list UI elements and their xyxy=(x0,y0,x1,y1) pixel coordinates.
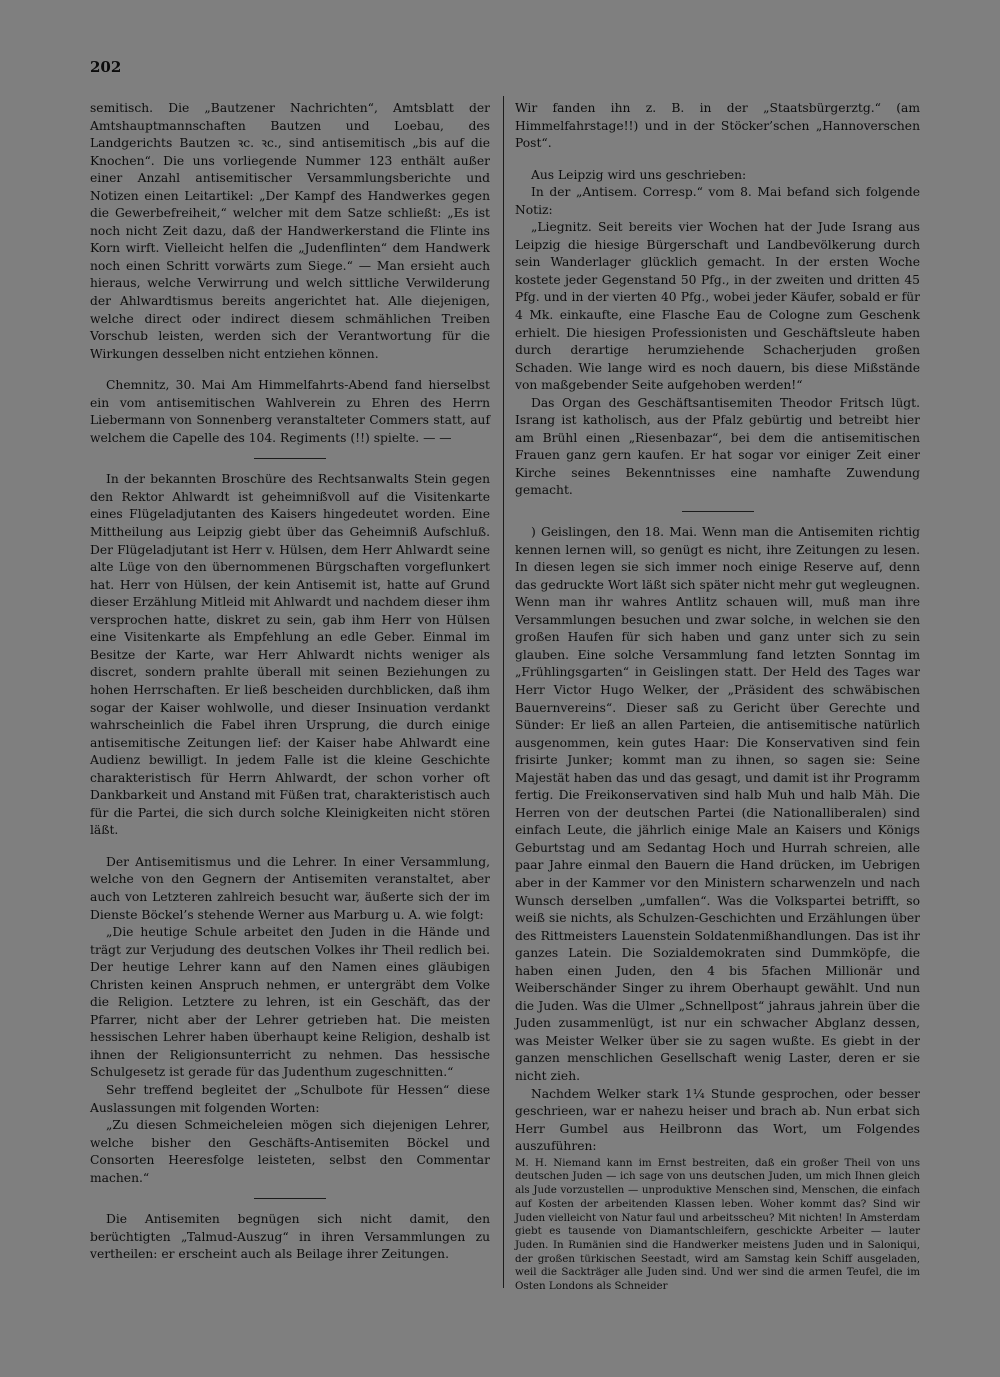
paragraph-schulbote-quote: „Zu diesen Schmeicheleien mögen sich diejenigen Lehrer, welche bisher den Geschäfts-Antisemiten Böckel und Consorten Heeresfolge leisteten, selbst den Commentar machen.“ xyxy=(90,1118,490,1185)
column-divider xyxy=(503,96,504,1288)
paragraph-gumbel-speech: M. H. Niemand kann im Ernst bestreiten, daß ein großer Theil von uns deutschen Juden — ich sage von uns deutschen Juden, um mich Ihnen gleich als Jude vorzustellen — unproduktive Menschen sind, Menschen, die einfach auf Kosten der arbeitenden Klassen leben. Woher kommt das? Sind wir Juden vielleicht von Natur faul und arbeitsscheu? Mit nichten! In Amsterdam giebt es tausende von Diamantschleifern, geschickte Arbeiter — lauter Juden. In Rumänien sind die Handwerker meistens Juden und in Saloniqui, der großen türkischen Seestadt, wird am Samstag kein Schiff ausgeladen, weil die Sackträger alle Juden sind. Und wer sind die armen Teufel, die im Osten Londons als Schneider xyxy=(515,1156,920,1293)
section-divider xyxy=(254,1198,326,1199)
paragraph-leipzig-heading: Aus Leipzig wird uns geschrieben: xyxy=(530,167,747,182)
left-column xyxy=(90,100,490,1264)
page-number: 202 xyxy=(90,58,122,76)
paragraph-staatsbuergerztg: Wir fanden ihn z. B. in der „Staatsbürgerztg.“ (am Himmelfahrstage!!) und in der Stöcker’schen „Hannoverschen Post“. xyxy=(515,101,920,151)
section-divider xyxy=(254,458,326,459)
paragraph-geislingen: ) Geislingen, den 18. Mai. Wenn man die Antisemiten richtig kennen lernen will, so genügt es nicht, ihre Zeitungen zu lesen. In diesen legen sie sich immer noch einige Reserve auf, denn das gedruckte Wort läßt sich später nicht mehr gut wegleugnen. Wenn man ihr wahres Antlitz schauen will, muß man ihre Versammlungen besuchen und zwar solche, in welchen sie den großen Haufen für sich haben und ganz unter sich zu sein glauben. Eine solche Versammlung fand letzten Sonntag im „Frühlingsgarten“ in Geislingen statt. Der Held des Tages war Herr Victor Hugo Welker, der „Präsident des schwäbischen Bauernvereins“. Dieser saß zu Gericht über Gerechte und Sünder: Er ließ an allen Parteien, die antisemitische natürlich ausgenommen, kein gutes Haar: Die Konservativen sind fein frisirte Junker; kommt man zu ihnen, so sagen sie: Seine Majestät haben das und das gesagt, und damit ist ihr Programm fertig. Die Freikonservativen sind halb Muh und halb Mäh. Die Herren von der deutschen Partei (die Nationalliberalen) sind einfach Leute, die jährlich einige Male an Kaisers und Königs Geburtstag und am Sedantag Hoch und Hurrah schreien, alle paar Jahre einmal den Bauern die Hand drücken, im Uebrigen aber in der Kammer vor den Ministern scharwenzeln und nach Wunsch derselben „umfallen“. Was die Volkspartei betrifft, so weiß sie nichts, als Schulzen-Geschichten und Erzählungen über des Rittmeisters Lauenstein Soldatenmißhandlungen. Das ist ihr ganzes Latein. Die Sozialdemokraten sind Dummköpfe, die haben einen Juden, den 4 bis 5fachen Millionär und Weiberschänder Singer zu ihrem Oberhaupt gewählt. Und nun die Juden. Was die Ulmer „Schnellpost“ jahraus jahrein über die Juden zusammenlügt, ist nur ein schwacher Abglanz dessen, was Meister Welker über sie zu sagen wußte. Es giebt in der ganzen menschlichen Gesellschaft wenig Laster, deren er sie nicht zieh. xyxy=(515,525,920,1083)
paragraph-fritsch: Das Organ des Geschäftsantisemiten Theodor Fritsch lügt. Israng ist katholisch, aus der Pfalz gebürtig und betreibt hier am Brühl einen „Riesenbazar“, bei dem die antisemitischen Frauen ganz gern kaufen. Er hat sogar vor einiger Zeit einer Kirche seines Bekenntnisses eine namhafte Zuwendung gemacht. xyxy=(515,395,920,498)
paragraph-schulbote: Sehr treffend begleitet der „Schulbote für Hessen“ diese Auslassungen mit folgenden Worten: xyxy=(90,1082,490,1115)
paragraph-werner-quote: „Die heutige Schule arbeitet den Juden in die Hände und trägt zur Verjudung des deutschen Volkes ihr Theil redlich bei. Der heutige Lehrer kann auf den Namen eines gläubigen Christen keinen Anspruch nehmen, er untergräbt dem Volke die Religion. Letztere zu lehren, ist ein Geschäft, das der Pfarrer, nicht aber der Lehrer getrieben hat. Die meisten hessischen Lehrer haben überhaupt keine Religion, deshalb ist ihnen der Religionsunterricht zu nehmen. Das hessische Schulgesetz ist gerade für das Judenthum zugeschnitten.“ xyxy=(90,925,490,1080)
paragraph-chemnitz: Chemnitz, 30. Mai Am Himmelfahrts-Abend fand hierselbst ein vom antisemitischen Wahlverein zu Ehren des Herrn Liebermann von Sonnenberg veranstalteter Commers statt, auf welchem die Capelle des 104. Regiments (!!) spielte. — — xyxy=(90,378,490,445)
paragraph-liegnitz-quote: „Liegnitz. Seit bereits vier Wochen hat der Jude Israng aus Leipzig die hiesige Bürgerschaft und Landbevölkerung durch sein Wanderlager glücklich gemacht. In der ersten Woche kostete jeder Gegenstand 50 Pfg., in der zweiten und dritten 45 Pfg. und in der vierten 40 Pfg., wobei jeder Käufer, sobald er für 4 Mk. einkaufte, eine Flasche Eau de Cologne zum Geschenk erhielt. Die hiesigen Professionisten und Geschäftsleute haben durch derartige herumziehende Schacherjuden großen Schaden. Wie lange wird es noch dauern, bis diese Mißstände von maßgebender Seite aufgehoben werden!“ xyxy=(515,220,920,393)
section-divider xyxy=(682,511,754,512)
paragraph-bautzen: semitisch. Die „Bautzener Nachrichten“, Amtsblatt der Amtshauptmannschaften Bautzen und Loebau, des Landgerichts Bautzen ꝛc. ꝛc., sind antisemitisch „bis auf die Knochen“. Die uns vorliegende Nummer 123 enthält außer einer Anzahl antisemitischer Versammlungsberichte und Notizen einen Leitartikel: „Der Kampf des Handwerkes gegen die Gewerbefreiheit,“ welcher mit dem Satze schließt: „Es ist noch nicht Zeit dazu, daß der Handwerkerstand die Flinte ins Korn wirft. Vielleicht helfen die „Judenflinten“ dem Handwerk noch einen Schritt vorwärts zum Siege.“ — Man ersieht auch hieraus, welche Verwirrung und welch sittliche Verwilderung der Ahlwardtismus bereits angerichtet hat. Alle diejenigen, welche direct oder indirect diesem schmählichen Treiben Vorschub leisten, werden sich der Verantwortung für die Wirkungen desselben nicht entziehen können. xyxy=(90,101,490,361)
paragraph-talmud: Die Antisemiten begnügen sich nicht damit, den berüchtigten „Talmud-Auszug“ in ihren Versammlungen zu vertheilen: er erscheint auch als Beilage ihrer Zeitungen. xyxy=(90,1212,490,1262)
paragraph-lehrer-heading: Der Antisemitismus und die Lehrer. In einer Versammlung, welche von den Gegnern der Antisemiten veranstaltet, aber auch von Letzteren zahlreich besucht war, äußerte sich der im Dienste Böckel’s stehende Werner aus Marburg u. A. wie folgt: xyxy=(90,854,490,922)
paragraph-welker: Nachdem Welker stark 1¼ Stunde gesprochen, oder besser geschrieen, war er nahezu heiser und brach ab. Nun erbat sich Herr Gumbel aus Heilbronn das Wort, um Folgendes auszuführen: xyxy=(515,1086,920,1154)
paragraph-antisem-corresp: In der „Antisem. Corresp.“ vom 8. Mai befand sich folgende Notiz: xyxy=(515,185,920,217)
right-column xyxy=(515,100,920,1294)
paragraph-ahlwardt: In der bekannten Broschüre des Rechtsanwalts Stein gegen den Rektor Ahlwardt ist geheimnißvoll auf die Visitenkarte eines Flügeladjutanten des Kaisers hingedeutet worden. Eine Mittheilung aus Leipzig giebt über das Geheimniß Aufschluß. Der Flügeladjutant ist Herr v. Hülsen, dem Herr Ahlwardt seine alte Lüge von den übernommenen Bürgschaften vorgeflunkert hat. Herr von Hülsen, der kein Antisemit ist, hatte auf Grund dieser Erzählung Mitleid mit Ahlwardt und nachdem dieser ihm versprochen hatte, diskret zu sein, gab ihm Herr von Hülsen eine Visitenkarte als Empfehlung an edle Geber. Einmal im Besitze der Karte, war Herr Ahlwardt nichts weniger als discret, sondern prahlte überall mit seinen Beziehungen zu hohen Herrschaften. Er ließ bescheiden durchblicken, daß ihm sogar der Kaiser wohlwolle, und dieser Insinuation verdankt wahrscheinlich die Fabel ihren Ursprung, die durch einige antisemitische Zeitungen lief: der Kaiser habe Ahlwardt eine Audienz bewilligt. In jedem Falle ist die kleine Geschichte charakteristisch für Herrn Ahlwardt, der schon vorher oft Dankbarkeit und Anstand mit Füßen trat, charakteristisch auch für die Partei, die sich durch solche Kleinigkeiten nicht stören läßt. xyxy=(90,472,490,838)
